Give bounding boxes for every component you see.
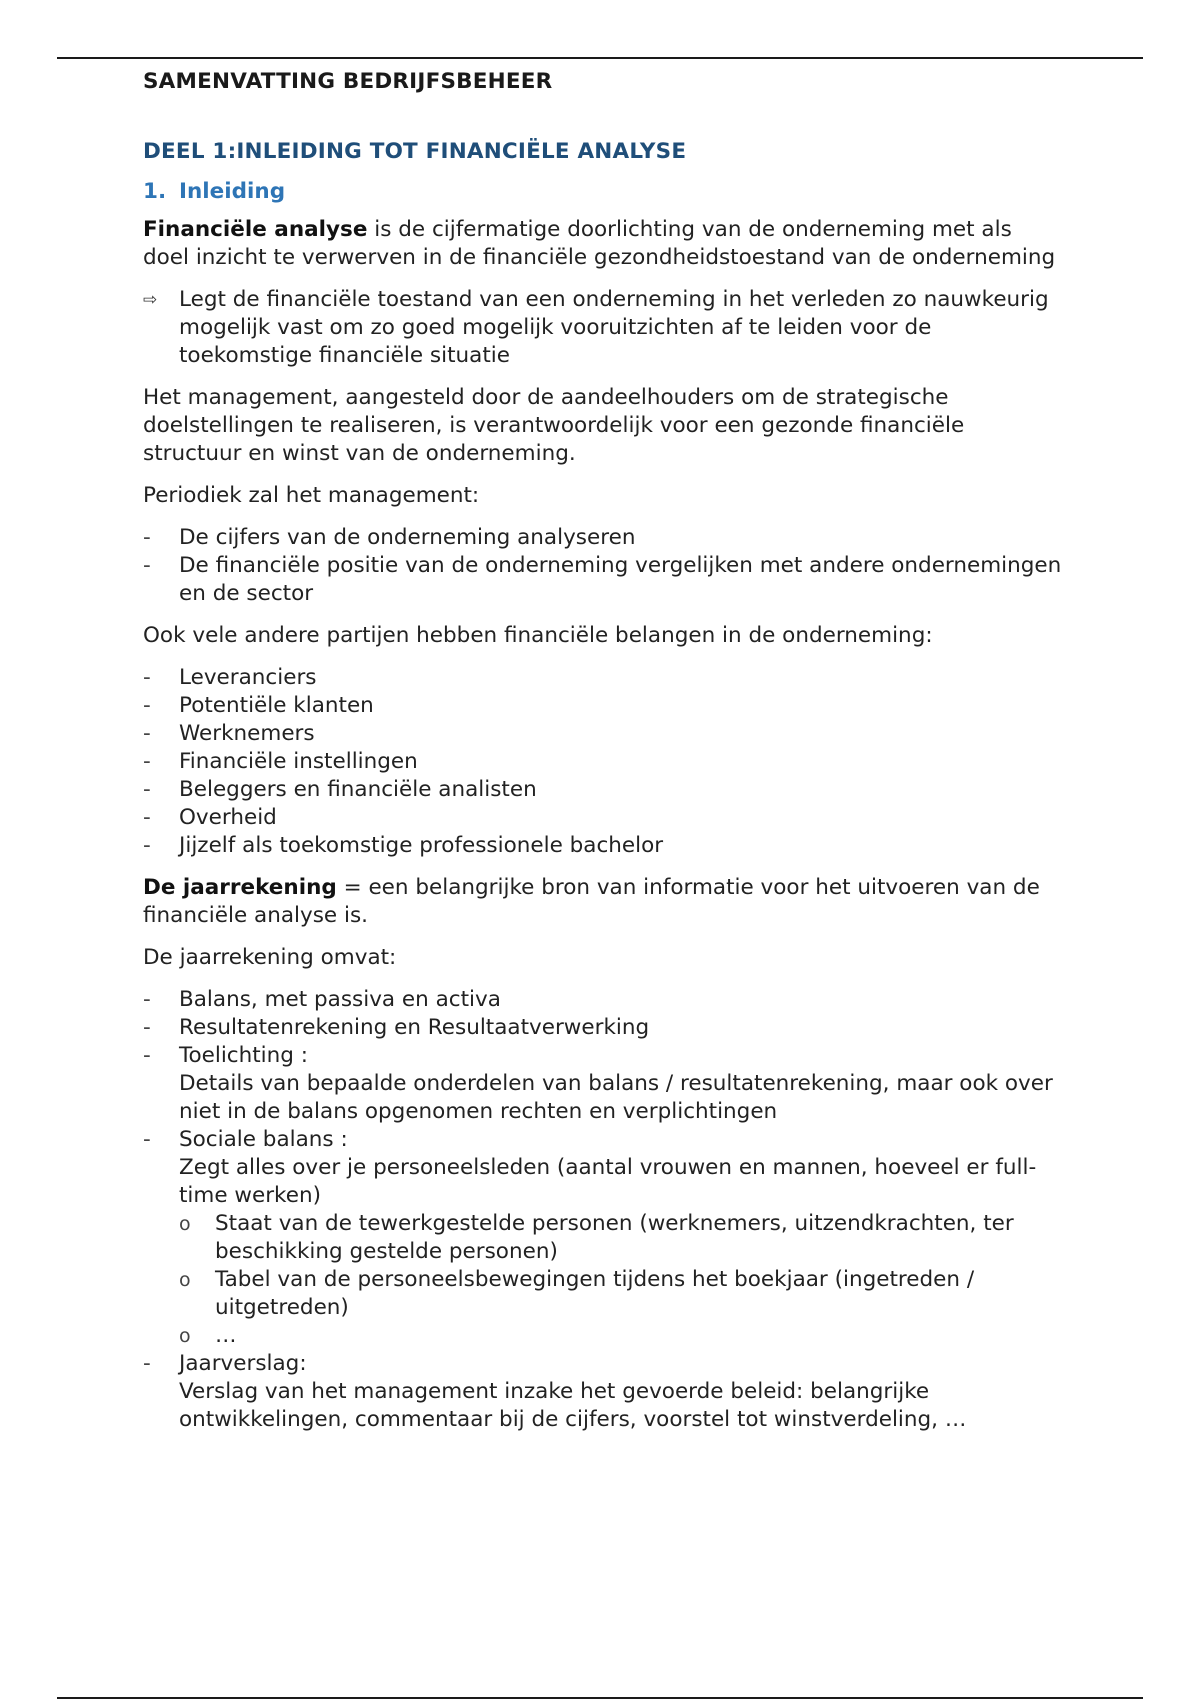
dash-bullet: - [143, 525, 151, 550]
annual-intro: De jaarrekening omvat: [143, 945, 397, 970]
list-item [143, 1350, 1063, 1434]
dash-bullet: - [143, 805, 151, 830]
annual-report-text: = een belangrijke bron van informatie voor het uitvoeren van de financiële analyse is. [143, 875, 1040, 928]
list-item-text: De financiële positie van de onderneming vergelijken met andere ondernemingen en de sector [179, 553, 1062, 606]
section-number: 1. [143, 179, 167, 204]
annual-report-paragraph [143, 874, 1063, 930]
dash-bullet: - [143, 553, 151, 578]
intro-paragraph [143, 216, 1063, 272]
jaarverslag-label: Jaarverslag: [179, 1351, 307, 1376]
document-body [143, 68, 1063, 1448]
periodic-list [143, 524, 1063, 608]
parties-intro: Ook vele andere partijen hebben financiële belangen in de onderneming: [143, 623, 933, 648]
dash-bullet: - [143, 833, 151, 858]
jaarverslag-detail: Verslag van het management inzake het gevoerde beleid: belangrijke ontwikkelingen, commentaar bij de cijfers, voorstel tot winstverdeling, … [179, 1379, 967, 1432]
list-item-text: De cijfers van de onderneming analyseren [179, 525, 636, 550]
list-item [143, 1014, 1063, 1042]
list-item [143, 552, 1063, 608]
sub-list-item [179, 1210, 1063, 1266]
list-item [143, 748, 1063, 776]
dash-bullet: - [143, 665, 151, 690]
intro-text: is de cijfermatige doorlichting van de onderneming met als doel inzicht te verwerven in de financiële gezondheidstoestand van de onderneming [143, 217, 1056, 270]
header-rule [57, 57, 1143, 59]
section-heading [143, 178, 1063, 206]
sociale-balans-label: Sociale balans : [179, 1127, 348, 1152]
arrow-list [143, 286, 1063, 370]
list-item [143, 664, 1063, 692]
dash-bullet: - [143, 1127, 151, 1152]
list-item [143, 804, 1063, 832]
dash-bullet: - [143, 693, 151, 718]
circle-bullet: o [179, 1269, 191, 1291]
footer-rule [57, 1697, 1143, 1699]
list-item-text: Resultatenrekening en Resultaatverwerking [179, 1015, 650, 1040]
annual-list [143, 986, 1063, 1434]
list-item-text: Leveranciers [179, 665, 317, 690]
toelichting-label: Toelichting : [179, 1043, 309, 1068]
list-item-text: Overheid [179, 805, 277, 830]
part-heading: DEEL 1:INLEIDING TOT FINANCIËLE ANALYSE [143, 139, 687, 164]
list-item [143, 986, 1063, 1014]
sub-list-item-text: … [215, 1323, 237, 1348]
sociale-balans-detail: Zegt alles over je personeelsleden (aantal vrouwen en mannen, hoeveel er full-time werken) [179, 1155, 1037, 1208]
dash-bullet: - [143, 721, 151, 746]
list-item-text: Balans, met passiva en activa [179, 987, 501, 1012]
arrow-icon: ⇨ [143, 290, 158, 310]
document-title: SAMENVATTING BEDRIJFSBEHEER [143, 69, 553, 94]
list-item-text: Jijzelf als toekomstige professionele bachelor [179, 833, 664, 858]
sub-list-item [179, 1322, 1063, 1350]
dash-bullet: - [143, 777, 151, 802]
management-paragraph: Het management, aangesteld door de aandeelhouders om de strategische doelstellingen te realiseren, is verantwoordelijk voor een gezonde financiële structuur en winst van de onderneming. [143, 385, 965, 466]
dash-bullet: - [143, 1351, 151, 1376]
intro-term: Financiële analyse [143, 217, 368, 242]
dash-bullet: - [143, 749, 151, 774]
circle-bullet: o [179, 1325, 191, 1347]
circle-bullet: o [179, 1213, 191, 1235]
list-item-text: Werknemers [179, 721, 315, 746]
list-item [143, 776, 1063, 804]
arrow-point-text: Legt de financiële toestand van een onderneming in het verleden zo nauwkeurig mogelijk vast om zo goed mogelijk vooruitzichten af te leiden voor de toekomstige financiële situatie [179, 287, 1049, 368]
list-item [143, 1042, 1063, 1126]
sub-list-item-text: Staat van de tewerkgestelde personen (werknemers, uitzendkrachten, ter beschikking gestelde personen) [215, 1211, 1014, 1264]
list-item-text: Financiële instellingen [179, 749, 418, 774]
list-item [143, 286, 1063, 370]
periodic-intro: Periodiek zal het management: [143, 483, 480, 508]
dash-bullet: - [143, 987, 151, 1012]
list-item [143, 524, 1063, 552]
list-item [143, 720, 1063, 748]
list-item-text: Beleggers en financiële analisten [179, 777, 537, 802]
toelichting-detail: Details van bepaalde onderdelen van balans / resultatenrekening, maar ook over niet in de balans opgenomen rechten en verplichtingen [179, 1071, 1053, 1124]
list-item [143, 1126, 1063, 1350]
list-item-text: Potentiële klanten [179, 693, 374, 718]
list-item [143, 832, 1063, 860]
sub-list-item [179, 1266, 1063, 1322]
dash-bullet: - [143, 1043, 151, 1068]
list-item [143, 692, 1063, 720]
parties-list [143, 664, 1063, 860]
sub-list-item-text: Tabel van de personeelsbewegingen tijdens het boekjaar (ingetreden / uitgetreden) [215, 1267, 975, 1320]
sociale-balans-sublist [179, 1210, 1063, 1350]
dash-bullet: - [143, 1015, 151, 1040]
annual-report-term: De jaarrekening [143, 875, 337, 900]
section-title: Inleiding [179, 179, 286, 204]
